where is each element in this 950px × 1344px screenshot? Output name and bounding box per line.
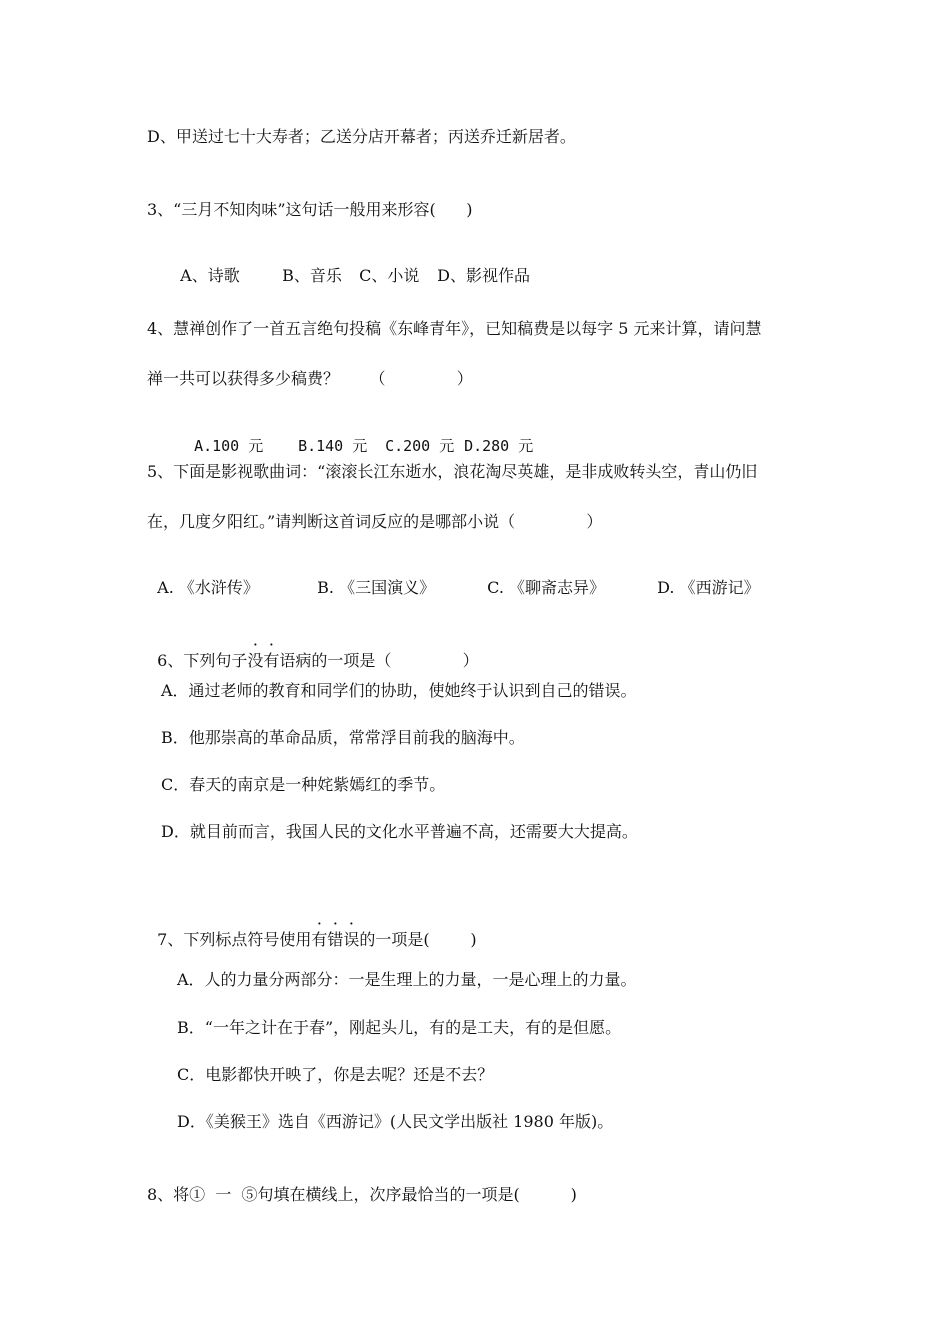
q7-stem-after: 的一项是( ) <box>359 930 477 949</box>
q6-option-a: A．通过老师的教育和同学们的协助，使她终于认识到自己的错误。 <box>161 681 637 700</box>
q5-option-c: C. 《聊斋志异》 <box>487 578 606 597</box>
q4-option-c: C.200 元 <box>385 437 455 455</box>
q4-stem-line2: 禅一共可以获得多少稿费？ （ ） <box>147 369 473 388</box>
q6-option-b: B．他那崇高的革命品质，常常浮目前我的脑海中。 <box>161 728 525 747</box>
q7-stem-before: 7、下列标点符号使用 <box>157 930 312 949</box>
q6-emphasis-char: 没 <box>247 651 264 670</box>
q7-emphasis-char: 有 <box>311 930 328 949</box>
q3-stem: 3、“三月不知肉味”这句话一般用来形容( ) <box>147 200 473 219</box>
q6-stem-before: 6、下列句子 <box>157 651 248 670</box>
q3-option-d: D、影视作品 <box>437 266 531 285</box>
q4-option-d: D.280 元 <box>464 437 534 455</box>
q5-options <box>147 558 760 598</box>
q6-stem <box>147 631 479 671</box>
q3-option-b: B、音乐 <box>282 266 342 285</box>
q7-emphasis-char: 错 <box>327 930 344 949</box>
q5-option-d: D. 《西游记》 <box>657 578 760 597</box>
q3-options <box>170 246 530 286</box>
q7-option-c: C．电影都快开映了，你是去呢？还是不去？ <box>177 1065 494 1084</box>
q7-option-d: D．《美猴王》选自《西游记》(人民文学出版社 1980 年版)。 <box>177 1112 614 1131</box>
q4-options <box>176 416 533 456</box>
q6-stem-after: 语病的一项是（ ） <box>279 651 479 670</box>
q5-stem-line1: 5、下面是影视歌曲词：“滚滚长江东逝水，浪花淘尽英雄，是非成败转头空，青山仍旧 <box>147 462 758 481</box>
q5-stem-line2: 在，几度夕阳红。”请判断这首词反应的是哪部小说（ ） <box>147 512 603 531</box>
q7-option-a: A．人的力量分两部分：一是生理上的力量，一是心理上的力量。 <box>177 970 637 989</box>
q3-option-a: A、诗歌 <box>180 266 240 285</box>
q4-stem-line1: 4、慧禅创作了一首五言绝句投稿《东峰青年》，已知稿费是以每字 5 元来计算，请问慧 <box>147 319 762 338</box>
q4-option-b: B.140 元 <box>298 437 368 455</box>
q5-option-a: A. 《水浒传》 <box>157 578 259 597</box>
q5-option-b: B. 《三国演义》 <box>317 578 436 597</box>
q7-option-b: B．“一年之计在于春”，刚起头儿，有的是工夫，有的是但愿。 <box>177 1018 622 1037</box>
q7-emphasis-char: 误 <box>343 930 360 949</box>
q3-option-c: C、小说 <box>359 266 420 285</box>
q4-option-a: A.100 元 <box>194 437 264 455</box>
q7-stem <box>147 910 477 950</box>
q6-option-c: C．春天的南京是一种姹紫嫣红的季节。 <box>161 775 446 794</box>
q2-option-d: D、甲送过七十大寿者；乙送分店开幕者；丙送乔迁新居者。 <box>147 127 576 146</box>
q8-stem: 8、将① 一 ⑤句填在横线上，次序最恰当的一项是( ) <box>147 1185 577 1204</box>
q6-option-d: D．就目前而言，我国人民的文化水平普遍不高，还需要大大提高。 <box>161 822 638 841</box>
q6-emphasis-char: 有 <box>263 651 280 670</box>
